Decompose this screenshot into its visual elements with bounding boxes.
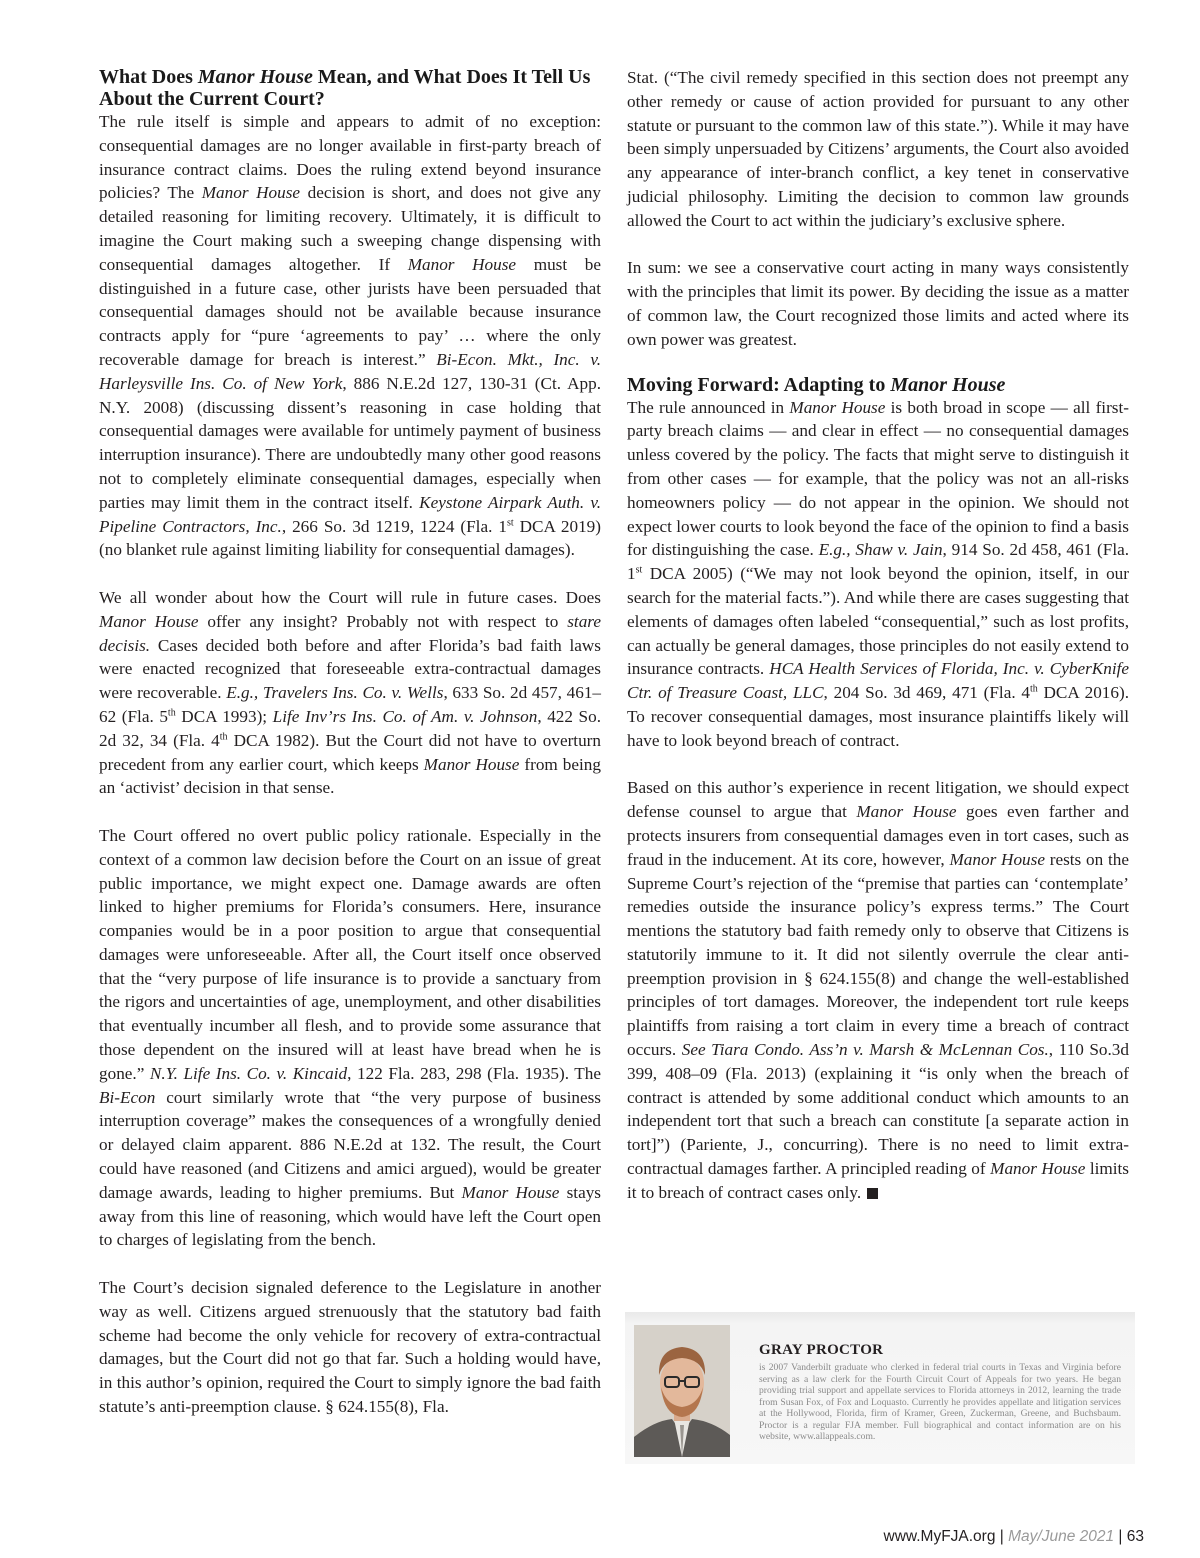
paragraph: The Court offered no overt public policy rationale. Especially in the context of a common law decision before the Court on an issue of great public importance, we might expect one. Damage awards are often linked to higher premiums for Florida’s consumers. Here, insurance companies would be in a poor position to argue that consequential damages were unforeseeable. After all, the Court itself once observed that the “very purpose of life insurance is to provide a sanctuary from the rigors and uncertainties of age, unemployment, and other disabilities that eventually incumber all flesh, and to provide some assurance that those dependent on the insured will at least have bread when he is gone.” N.Y. Life Ins. Co. v. Kincaid, 122 Fla. 283, 298 (Fla. 1935). The Bi-Econ court similarly wrote that “the very purpose of business interruption coverage” makes the consequences of a wrongfully denied or delayed claim apparent. 886 N.E.2d at 132. The result, the Court could have reasoned (and Citizens and amici argued), would be greater damage awards, leading to higher premiums. But Manor House stays away from this line of reasoning, which would have left the Court open to charges of legislating from the bench.	[99, 825, 601, 1250]
paragraph: The rule itself is simple and appears to admit of no exception: consequential damages are no longer available in first-party breach of insurance contract claims. Does the ruling extend beyond insurance policies? The Manor House decision is short, and does not give any detailed reasoning for limiting recovery. Ultimately, it is difficult to imagine the Court making such a sweeping change dispensing with consequential damages altogether. If Manor House must be distinguished in a future case, other jurists have been persuaded that consequential damages should not be available because insurance contracts apply for “pure ‘agreements to pay’ … where the only recoverable damage for breach is interest.” Bi-Econ. Mkt., Inc. v. Harleysville Ins. Co. of New York, 886 N.E.2d 127, 130-31 (Ct. App. N.Y. 2008) (discussing dissent’s reasoning in case holding that consequential damages were available for untimely payment of business interruption insurance). There are undoubtedly many other good reasons not to completely eliminate consequential damages, especially when parties may limit them in the contract itself. Keystone Airpark Auth. v. Pipeline Contractors, Inc., 266 So. 3d 1219, 1224 (Fla. 1st DCA 2019) (no blanket rule against limiting liability for consequential damages).	[99, 112, 601, 560]
author-bio-text: is 2007 Vanderbilt graduate who clerked in federal trial courts in Texas and Virginia before serving as a law clerk for the Fourth Circuit Court of Appeals for two years. He began providing trial support and appellate services to Florida attorneys in 2012, learning the trade from Susan Fox, of Fox and Loquasto. Currently he provides appellate and litigation services at the Hollywood, Florida, firm of Kramer, Green, Zuckerman, Greene, and Buchsbaum. Proctor is a regular FJA member. Full biographical and contact information are on his website, www.allappeals.com.	[759, 1362, 1121, 1442]
section-heading-moving-forward	[627, 374, 1129, 396]
paragraph: We all wonder about how the Court will rule in future cases. Does Manor House offer any insight? Probably not with respect to stare decisis. Cases decided both before and after Florida’s bad faith laws were enacted recognized that foreseeable extra-contractual damages were recoverable. E.g., Travelers Ins. Co. v. Wells, 633 So. 2d 457, 461–62 (Fla. 5th DCA 1993); Life Inv’rs Ins. Co. of Am. v. Johnson, 422 So. 2d 32, 34 (Fla. 4th DCA 1982). But the Court did not have to overturn precedent from any earlier court, which keeps Manor House from being an ‘activist’ decision in that sense.	[99, 587, 602, 798]
author-portrait-icon	[634, 1325, 730, 1457]
spacer	[627, 352, 1129, 374]
end-of-article-icon	[867, 1188, 878, 1199]
heading-text: Moving Forward: Adapting to	[627, 373, 891, 396]
paragraph: The rule announced in Manor House is both broad in scope — all first-party breach claims — and clear in effect — no consequential damages unless covered by the policy. The facts that might serve to distinguish it from other cases — for example, that the policy was not an all-risks homeowners policy — do not appear in the opinion. We should not expect lower courts to look beyond the face of the opinion to find a basis for distinguishing the case. E.g., Shaw v. Jain, 914 So. 2d 458, 461 (Fla. 1st DCA 2005) (“We may not look beyond the opinion, itself, in our search for the material facts.”). And while there are cases suggesting that elements of damages often labeled “consequential,” such as lost profits, can actually be general damages, those principles do not easily extend to insurance contracts. HCA Health Services of Florida, Inc. v. CyberKnife Ctr. of Treasure Coast, LLC, 204 So. 3d 469, 471 (Fla. 4th DCA 2016). To recover consequential damages, most insurance plaintiffs likely will have to look beyond breach of contract.	[627, 397, 1130, 750]
right-column	[627, 66, 1129, 1205]
section-heading-manor-house-meaning	[99, 66, 601, 110]
heading-text: What Does	[99, 66, 198, 88]
footer-separator: |	[995, 1528, 1009, 1545]
page-number: 63	[1126, 1528, 1144, 1545]
paragraph: Stat. (“The civil remedy specified in this section does not preempt any other remedy or cause of action provided for pursuant to any other statute or pursuant to the common law of this state.”). While it may have been simply unpersuaded by Citizens’ arguments, the Court also avoided any appearance of inter-branch conflict, a key tenet in conservative judicial philosophy. Limiting the decision to common law grounds allowed the Court to act within the judiciary’s exclusive sphere.	[627, 68, 1129, 230]
footer-issue: May/June 2021	[1008, 1528, 1115, 1545]
heading-case-name: Manor House	[890, 373, 1006, 396]
author-bio-box	[625, 1312, 1135, 1464]
heading-text: Mean, and What Does It Tell Us About the Current Court?	[99, 66, 591, 110]
author-name: GRAY PROCTOR	[759, 1342, 884, 1358]
paragraph: Based on this author’s experience in recent litigation, we should expect defense counsel to argue that Manor House goes even farther and protects insurers from consequential damages even in tort cases, such as fraud in the inducement. At its core, however, Manor House rests on the Supreme Court’s rejection of the “premise that parties can ‘contemplate’ remedies outside the insurance policy’s express terms.” The Court mentions the statutory bad faith remedy only to observe that Citizens is statutorily immune to it. It did not silently overrule the clear anti-preemption provision in § 624.155(8) and change the well-established principles of tort damages. Moreover, the independent tort rule keeps plaintiffs from raising a tort claim in every time a breach of contract occurs. See Tiara Condo. Ass’n v. Marsh & McLennan Cos., 110 So.3d 399, 408–09 (Fla. 2013) (explaining it “is only when the breach of contract is attended by some additional conduct which amounts to an independent tort that such a breach can constitute [a separate action in tort]”) (Pariente, J., concurring). There is no need to limit extra-contractual damages farther. A principled reading of Manor House limits it to breach of contract cases only.	[627, 778, 1129, 1202]
paragraph: The Court’s decision signaled deference to the Legislature in another way as well. Citizens argued strenuously that the statutory bad faith scheme had become the only vehicle for recovery of extra-contractual damages, but the Court did not go that far. Such a holding would have, in this author’s opinion, required the Court to simply ignore the bad faith statute’s anti-preemption clause. § 624.155(8), Fla.	[99, 1278, 601, 1417]
paragraph: In sum: we see a conservative court acting in many ways consistently with the principles that limit its power. By deciding the issue as a matter of common law, the Court recognized those limits and acted where its own power was greatest.	[627, 258, 1129, 349]
footer-website: www.MyFJA.org	[883, 1528, 996, 1545]
page-footer	[800, 1528, 1144, 1546]
left-column	[99, 66, 601, 1419]
heading-case-name: Manor House	[197, 66, 313, 88]
footer-separator: |	[1114, 1528, 1127, 1545]
author-photo	[634, 1325, 730, 1457]
